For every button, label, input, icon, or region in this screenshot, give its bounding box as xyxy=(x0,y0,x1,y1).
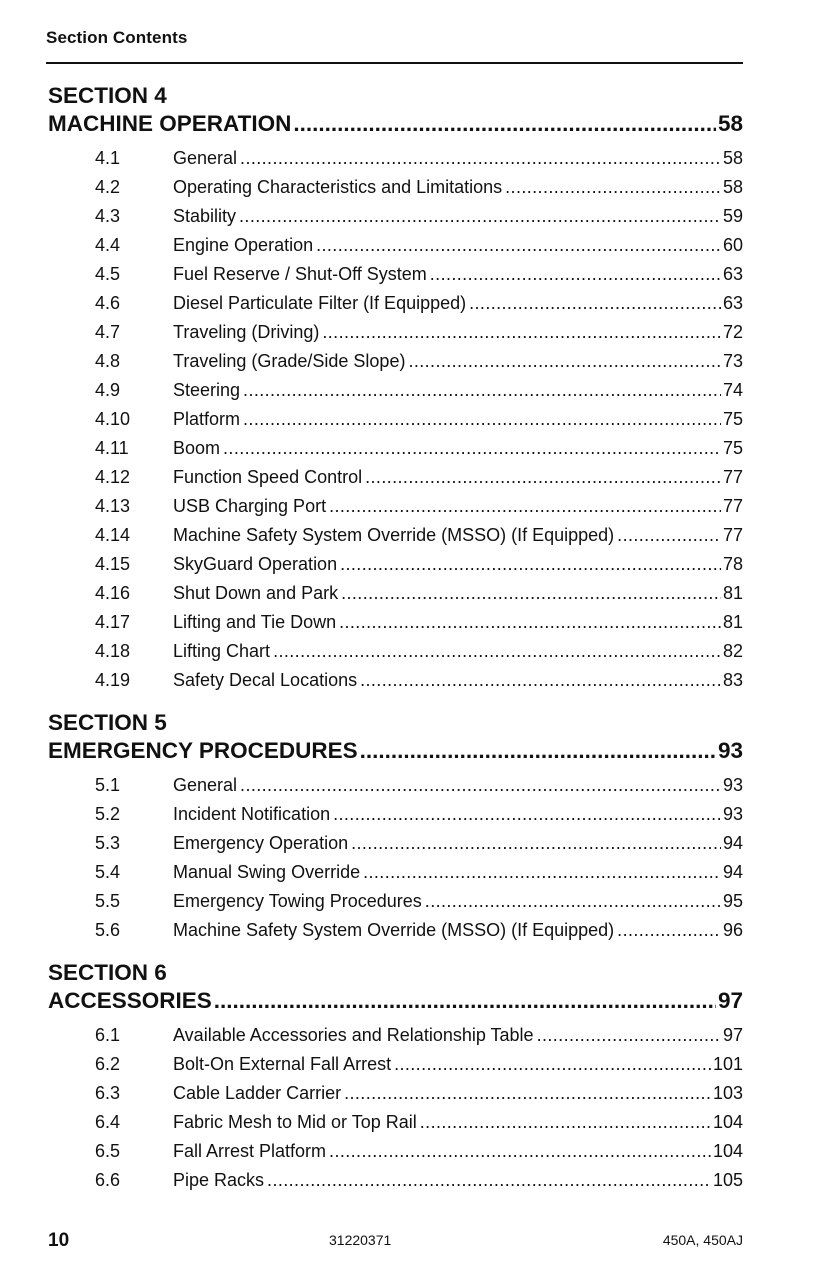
entry-title: Fuel Reserve / Shut-Off System xyxy=(173,264,427,284)
dot-leader xyxy=(351,829,721,858)
entry-title: Cable Ladder Carrier xyxy=(173,1083,342,1103)
entry-number: 5.5 xyxy=(95,891,121,911)
entry-page-number: 93 xyxy=(722,775,743,795)
table-of-contents xyxy=(48,82,743,1209)
entry-number: 5.1 xyxy=(95,775,121,795)
toc-section xyxy=(48,82,743,695)
toc-entry-link[interactable] xyxy=(48,1079,743,1108)
toc-entry-link[interactable] xyxy=(48,1050,743,1079)
entry-title: Available Accessories and Relationship Table xyxy=(173,1025,534,1045)
dot-leader xyxy=(430,260,721,289)
entry-title: Traveling (Driving) xyxy=(173,322,320,342)
section-page-number: 93 xyxy=(717,738,743,763)
dot-leader xyxy=(365,463,721,492)
entry-number: 4.17 xyxy=(95,612,131,632)
entry-title: Safety Decal Locations xyxy=(173,670,358,690)
section-title: ACCESSORIES xyxy=(48,988,212,1013)
entry-title: Fabric Mesh to Mid or Top Rail xyxy=(173,1112,417,1132)
entry-page-number: 58 xyxy=(722,148,743,168)
toc-entry-link[interactable] xyxy=(48,916,743,945)
section-page-number: 97 xyxy=(717,988,743,1013)
entry-number: 4.5 xyxy=(95,264,121,284)
entry-number: 6.2 xyxy=(95,1054,121,1074)
section-title: MACHINE OPERATION xyxy=(48,111,292,136)
dot-leader xyxy=(408,347,721,376)
dot-leader xyxy=(243,376,721,405)
toc-entry-link[interactable] xyxy=(48,666,743,695)
entry-number: 6.5 xyxy=(95,1141,121,1161)
entry-number: 4.7 xyxy=(95,322,121,342)
entry-number: 6.3 xyxy=(95,1083,121,1103)
toc-entry-link[interactable] xyxy=(48,608,743,637)
dot-leader xyxy=(341,579,721,608)
entry-number: 4.16 xyxy=(95,583,131,603)
entry-page-number: 58 xyxy=(722,177,743,197)
dot-leader xyxy=(344,1079,711,1108)
entry-title: Pipe Racks xyxy=(173,1170,265,1190)
entry-title: Fall Arrest Platform xyxy=(173,1141,327,1161)
entry-page-number: 103 xyxy=(712,1083,743,1103)
dot-leader xyxy=(214,987,716,1015)
dot-leader xyxy=(316,231,721,260)
toc-entry-link[interactable] xyxy=(48,1108,743,1137)
entry-page-number: 81 xyxy=(722,583,743,603)
entry-page-number: 94 xyxy=(722,833,743,853)
entry-page-number: 59 xyxy=(722,206,743,226)
dot-leader xyxy=(329,1137,711,1166)
dot-leader xyxy=(360,737,716,765)
entry-title: Bolt-On External Fall Arrest xyxy=(173,1054,392,1074)
entry-page-number: 63 xyxy=(722,264,743,284)
entry-page-number: 78 xyxy=(722,554,743,574)
entry-number: 4.3 xyxy=(95,206,121,226)
entry-page-number: 60 xyxy=(722,235,743,255)
entry-number: 5.6 xyxy=(95,920,121,940)
section-title: EMERGENCY PROCEDURES xyxy=(48,738,358,763)
entry-number: 6.1 xyxy=(95,1025,121,1045)
dot-leader xyxy=(240,144,721,173)
entry-page-number: 105 xyxy=(712,1170,743,1190)
entry-title: Incident Notification xyxy=(173,804,331,824)
dot-leader xyxy=(617,916,721,945)
dot-leader xyxy=(394,1050,711,1079)
section-heading-link[interactable] xyxy=(48,737,743,765)
entry-page-number: 104 xyxy=(712,1112,743,1132)
entry-number: 4.18 xyxy=(95,641,131,661)
toc-entry-link[interactable] xyxy=(48,463,743,492)
toc-entry-link[interactable] xyxy=(48,637,743,666)
page-header-title: Section Contents xyxy=(46,28,188,47)
entry-number: 4.1 xyxy=(95,148,121,168)
dot-leader xyxy=(420,1108,711,1137)
toc-entry-link[interactable] xyxy=(48,579,743,608)
dot-leader xyxy=(223,434,721,463)
toc-entry-link[interactable] xyxy=(48,858,743,887)
dot-leader xyxy=(333,800,721,829)
entry-title: General xyxy=(173,148,238,168)
toc-entry-link[interactable] xyxy=(48,376,743,405)
entry-number: 4.11 xyxy=(95,438,129,458)
toc-section xyxy=(48,709,743,945)
toc-entry-link[interactable] xyxy=(48,260,743,289)
section-page-number: 58 xyxy=(717,111,743,136)
entry-number: 4.10 xyxy=(95,409,131,429)
toc-entry-link[interactable] xyxy=(48,521,743,550)
dot-leader xyxy=(329,492,721,521)
entry-number: 6.4 xyxy=(95,1112,121,1132)
entry-page-number: 83 xyxy=(722,670,743,690)
entry-title: General xyxy=(173,775,238,795)
footer-model: 450A, 450AJ xyxy=(662,1232,743,1248)
toc-entry-link[interactable] xyxy=(48,771,743,800)
footer-page-number: 10 xyxy=(48,1230,70,1251)
entry-number: 4.12 xyxy=(95,467,131,487)
toc-entry-link[interactable] xyxy=(48,144,743,173)
entry-title: Emergency Towing Procedures xyxy=(173,891,422,911)
dot-leader xyxy=(469,289,721,318)
dot-leader xyxy=(363,858,721,887)
entry-title: Platform xyxy=(173,409,241,429)
entry-number: 5.4 xyxy=(95,862,121,882)
entry-page-number: 73 xyxy=(722,351,743,371)
entry-page-number: 104 xyxy=(712,1141,743,1161)
toc-entry-link[interactable] xyxy=(48,492,743,521)
dot-leader xyxy=(339,608,721,637)
entry-title: Traveling (Grade/Side Slope) xyxy=(173,351,406,371)
entry-page-number: 97 xyxy=(722,1025,743,1045)
section-heading-link[interactable] xyxy=(48,110,743,138)
entry-number: 4.19 xyxy=(95,670,131,690)
entry-title: Lifting and Tie Down xyxy=(173,612,337,632)
dot-leader xyxy=(617,521,721,550)
toc-entry-link[interactable] xyxy=(48,829,743,858)
entry-title: SkyGuard Operation xyxy=(173,554,338,574)
entry-title: Operating Characteristics and Limitations xyxy=(173,177,503,197)
toc-entry-link[interactable] xyxy=(48,289,743,318)
entry-page-number: 93 xyxy=(722,804,743,824)
entry-page-number: 75 xyxy=(722,438,743,458)
entry-page-number: 81 xyxy=(722,612,743,632)
entry-title: Diesel Particulate Filter (If Equipped) xyxy=(173,293,467,313)
entry-page-number: 75 xyxy=(722,409,743,429)
entry-page-number: 77 xyxy=(722,467,743,487)
toc-section xyxy=(48,959,743,1195)
entry-page-number: 63 xyxy=(722,293,743,313)
dot-leader xyxy=(293,110,716,138)
entry-title: Machine Safety System Override (MSSO) (If Equipped) xyxy=(173,920,615,940)
entry-title: Machine Safety System Override (MSSO) (If Equipped) xyxy=(173,525,615,545)
section-heading-link[interactable] xyxy=(48,987,743,1015)
entry-page-number: 77 xyxy=(722,525,743,545)
section-label: SECTION 5 xyxy=(48,710,167,735)
toc-entry-link[interactable] xyxy=(48,1166,743,1195)
entry-title: Manual Swing Override xyxy=(173,862,361,882)
entry-title: USB Charging Port xyxy=(173,496,327,516)
entry-number: 4.15 xyxy=(95,554,131,574)
entry-number: 4.4 xyxy=(95,235,121,255)
dot-leader xyxy=(360,666,721,695)
dot-leader xyxy=(505,173,721,202)
toc-entry-link[interactable] xyxy=(48,405,743,434)
entry-number: 4.8 xyxy=(95,351,121,371)
entry-number: 5.2 xyxy=(95,804,121,824)
toc-entry-link[interactable] xyxy=(48,173,743,202)
entry-page-number: 95 xyxy=(722,891,743,911)
section-label: SECTION 4 xyxy=(48,83,167,108)
entry-title: Lifting Chart xyxy=(173,641,271,661)
entry-number: 5.3 xyxy=(95,833,121,853)
header-divider xyxy=(46,62,743,64)
dot-leader xyxy=(537,1021,721,1050)
toc-entry-link[interactable] xyxy=(48,887,743,916)
dot-leader xyxy=(340,550,721,579)
toc-entry-link[interactable] xyxy=(48,202,743,231)
toc-entry-link[interactable] xyxy=(48,800,743,829)
entry-title: Emergency Operation xyxy=(173,833,349,853)
toc-entry-link[interactable] xyxy=(48,1021,743,1050)
entry-page-number: 96 xyxy=(722,920,743,940)
entry-number: 4.13 xyxy=(95,496,131,516)
dot-leader xyxy=(239,202,721,231)
entry-page-number: 74 xyxy=(722,380,743,400)
dot-leader xyxy=(322,318,721,347)
toc-entry-link[interactable] xyxy=(48,550,743,579)
dot-leader xyxy=(425,887,721,916)
dot-leader xyxy=(273,637,721,666)
entry-title: Stability xyxy=(173,206,237,226)
toc-entry-link[interactable] xyxy=(48,318,743,347)
toc-entry-link[interactable] xyxy=(48,434,743,463)
entry-page-number: 94 xyxy=(722,862,743,882)
entry-title: Engine Operation xyxy=(173,235,314,255)
entry-title: Steering xyxy=(173,380,241,400)
entry-title: Boom xyxy=(173,438,221,458)
entry-page-number: 82 xyxy=(722,641,743,661)
toc-entry-link[interactable] xyxy=(48,1137,743,1166)
section-label: SECTION 6 xyxy=(48,960,167,985)
entry-number: 4.14 xyxy=(95,525,131,545)
entry-number: 4.9 xyxy=(95,380,121,400)
entry-number: 4.6 xyxy=(95,293,121,313)
entry-number: 6.6 xyxy=(95,1170,121,1190)
entry-page-number: 101 xyxy=(712,1054,743,1074)
toc-entry-link[interactable] xyxy=(48,231,743,260)
entry-page-number: 77 xyxy=(722,496,743,516)
entry-title: Function Speed Control xyxy=(173,467,363,487)
entry-title: Shut Down and Park xyxy=(173,583,339,603)
entry-page-number: 72 xyxy=(722,322,743,342)
toc-entry-link[interactable] xyxy=(48,347,743,376)
dot-leader xyxy=(243,405,721,434)
entry-number: 4.2 xyxy=(95,177,121,197)
footer-document-number: 31220371 xyxy=(329,1232,392,1248)
dot-leader xyxy=(240,771,721,800)
dot-leader xyxy=(267,1166,711,1195)
